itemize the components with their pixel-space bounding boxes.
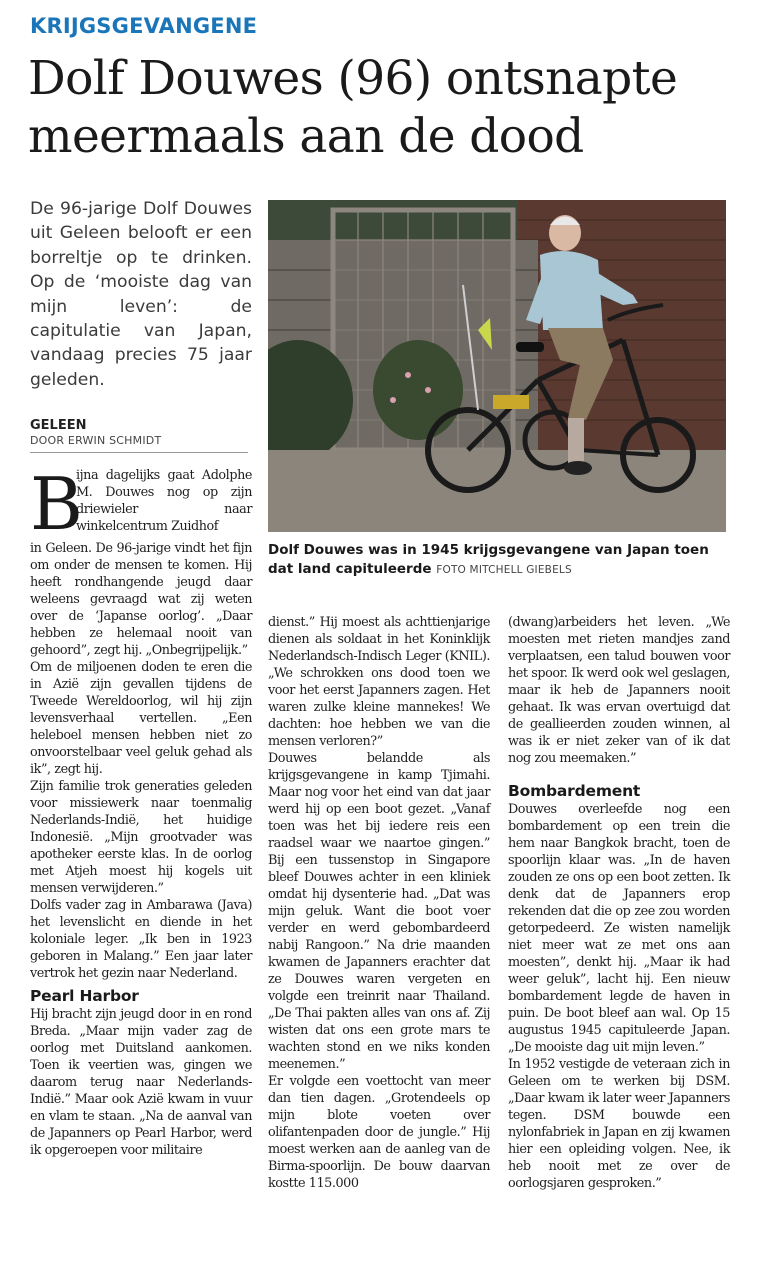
body-paragraph: Hij bracht zijn jeugd door in en rond Breda. „Maar mijn vader zag de oorlog met Duitsland aankomen. Toen ik veertien was, gingen we daarom terug naar Nederlands-Indië.” Maar ook Azië kwam in vuur en vlam te staan. „Na de aanval van de Japanners op Pearl Harbor, werd ik opgeroepen voor militaire — [30, 1007, 252, 1158]
dateline: GELEEN — [30, 418, 87, 433]
drop-cap: B — [30, 462, 83, 546]
intro-text: De 96-jarige Dolf Douwes uit Geleen belooft er een borreltje op te drinken. Op de ‘mooiste dag van mijn leven’: de capitulatie van Japan, vandaag precies 75 jaar geleden. — [30, 199, 252, 390]
body-paragraph: Dolfs vader zag in Ambarawa (Java) het levenslicht en diende in het koloniale leger. „Ik ben in 1923 geboren in Malang.” Een jaar later vertrok het gezin naar Nederland. — [30, 898, 252, 981]
photo — [268, 200, 726, 532]
byline: DOOR ERWIN SCHMIDT — [30, 434, 162, 447]
body-first-lines — [30, 467, 252, 535]
kicker: KRIJGSGEVANGENE — [30, 14, 258, 38]
body-paragraph: Er volgde een voettocht van meer dan tien dagen. „Grotendeels op mijn blote voeten over olifantenpaden door de jungle.” Hij moest werken aan de aanleg van de Birma-spoorlijn. De bouw daarvan kostte 115.000 — [268, 1074, 490, 1191]
photo-caption — [268, 541, 728, 580]
body-paragraph: In 1952 vestigde de veteraan zich in Geleen om te werken bij DSM. „Daar kwam ik later weer Japanners tegen. DSM bouwde een nylonfabriek in Japan en zij kwamen hier een opleiding volgen. Nee, ik heb nooit met ze over de oorlogsjaren gesproken.” — [508, 1057, 730, 1191]
body-paragraph: Zijn familie trok generaties geleden voor missiewerk naar toenmalig Nederlands-Indië, het huidige Indonesië. „Mijn grootvader was apotheker eerste klas. In de oorlog met Atjeh moest hij kogels uit mensen verwijderen.” — [30, 779, 252, 896]
body-paragraph: ijna dagelijks gaat Adolphe M. Douwes nog op zijn driewieler naar winkelcentrum Zuidhof — [76, 468, 252, 534]
body-paragraph: (dwang)arbeiders het leven. „We moesten met rieten mandjes zand verplaatsen, een talud bouwen voor het spoor. Ik werd ook wel geslagen, maar ik heb de Japanners nooit gehaat. Ik was ervan overtuigd dat de geallieerden zouden winnen, al was ik er niet zeker van of ik dat nog zou meemaken.” — [508, 615, 730, 766]
body-column-3 — [508, 614, 730, 1192]
subhead-bombardement: Bombardement — [508, 782, 641, 800]
photo-credit: FOTO MITCHELL GIEBELS — [436, 564, 572, 576]
headline: Dolf Douwes (96) ontsnapte meermaals aan de dood — [28, 51, 678, 164]
byline-rule — [30, 452, 248, 453]
body-column-2 — [268, 614, 490, 1192]
body-paragraph: in Geleen. De 96-jarige vindt het fijn om onder de mensen te komen. Hij heeft rondhangende jeugd daar weleens gevraagd wat zij weten over de ‘Japanse oorlog’. „Daar hebben ze helemaal nooit van gehoord”, zegt hij. „Onbegrijpelijk.” — [30, 541, 252, 658]
body-paragraph: Douwes overleefde nog een bombardement op een trein die hem naar Bangkok bracht, toen de spoorlijn klaar was. „In de haven zouden ze ons op een boot zetten. Ik denk dat de Japanners erop rekenden dat die op zee zou worden getorpedeerd. Ze wisten namelijk niet meer wat ze met ons aan moesten”, denkt hij. „Maar ik had weer geluk”, lacht hij. Een nieuw bombardement legde de haven in puin. De boot bleef aan wal. Op 15 augustus 1945 capituleerde Japan. „De mooiste dag uit mijn leven.” — [508, 802, 730, 1055]
body-paragraph: dienst.” Hij moest als achttienjarige dienen als soldaat in het Koninklijk Nederlandsch-Indisch Leger (KNIL). „We schrokken ons dood toen we voor het eerst Japanners zagen. Het waren zulke kleine mannekes! We dachten: hoe hebben we van die mensen verloren?” — [268, 615, 490, 749]
subhead-pearl-harbor: Pearl Harbor — [30, 987, 139, 1005]
body-paragraph: Om de miljoenen doden te eren die in Azië zijn gevallen tijdens de Tweede Wereldoorlog, wil hij zijn levensverhaal vertellen. „Een heleboel mensen hebben niet zo onvoorstelbaar veel geluk gehad als ik”, zegt hij. — [30, 660, 252, 777]
body-paragraph: Douwes belandde als krijgsgevangene in kamp Tjimahi. Maar nog voor het eind van dat jaar werd hij op een boot gezet. „Vanaf toen was het bij iedere reis een raadsel waar we naartoe gingen.” Bij een tussenstop in Singapore bleef Douwes achter in een kliniek omdat hij dysenterie had. „Dat was mijn geluk. Want die boot voer verder en werd gebombardeerd nabij Rangoon.” Na drie maanden kwamen de Japanners erachter dat ze Douwes waren vergeten en volgde een treinrit naar Thailand. „De Thai pakten alles van ons af. Zij wisten dat ons een grote mars te wachten stond en we niks konden meenemen.” — [268, 751, 490, 1072]
body-column-1 — [30, 540, 252, 1159]
photo-illustration — [268, 200, 726, 532]
caption-text: Dolf Douwes was in 1945 krijgsgevangene van Japan toen dat land capituleerde — [268, 542, 709, 577]
